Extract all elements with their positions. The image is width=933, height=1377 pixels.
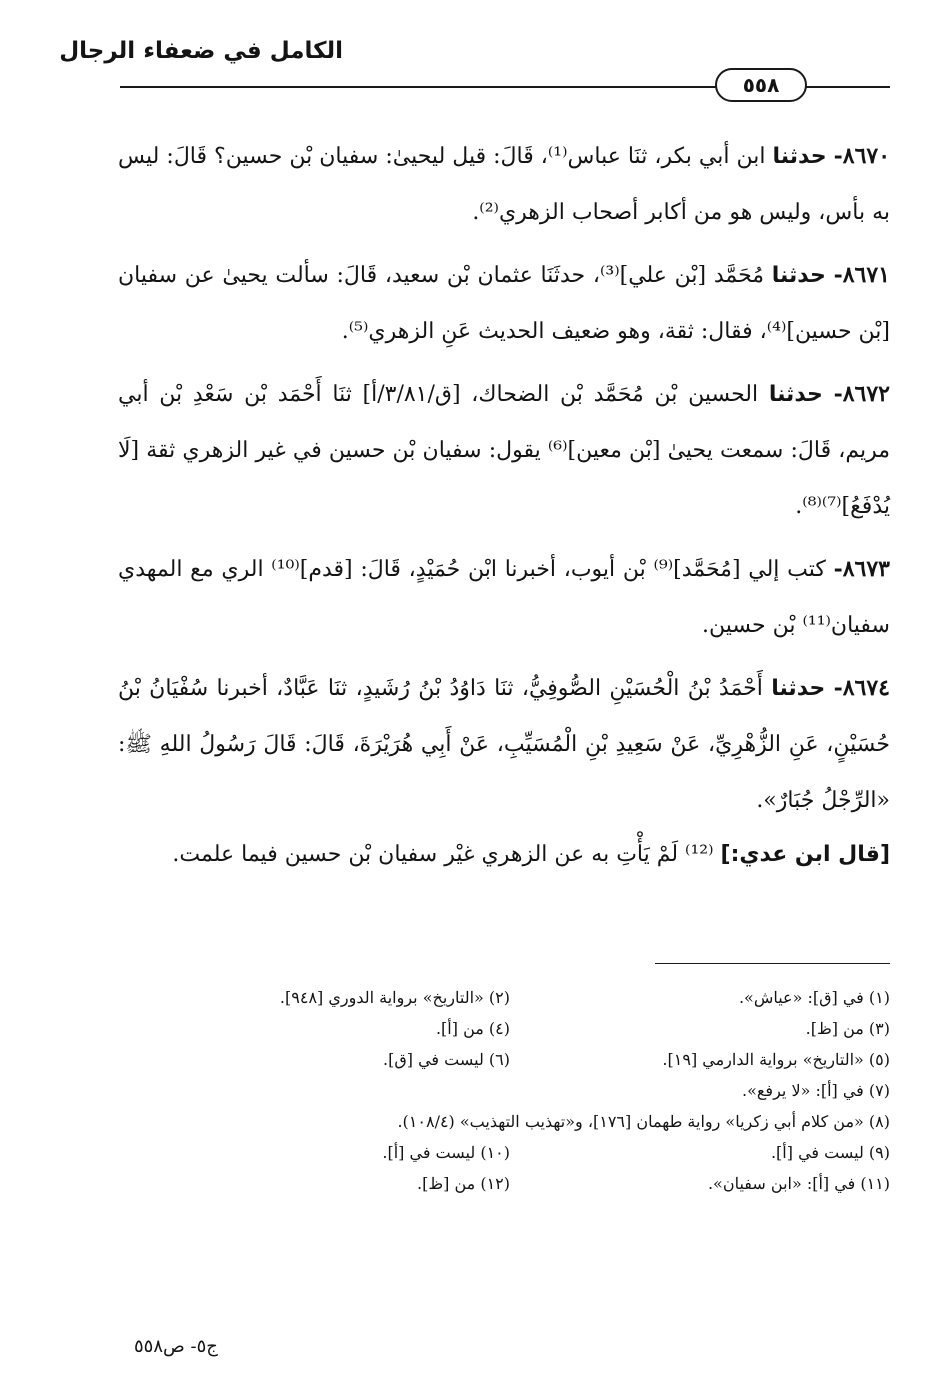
closing-text: ⁽¹²⁾ لَمْ يَأْتِ به عن الزهري غيْر سفيان بْن حسين فيما علمت. <box>172 842 714 867</box>
footnote-12: (١٢) من [ظ]. <box>417 1174 510 1193</box>
entry-keyword: حدثنا <box>771 676 826 701</box>
entry-number: ٨٦٧٠- <box>833 143 891 169</box>
entry-text: الحسين بْن مُحَمَّد بْن الضحاك، [ق/٣/٨١/أ] ثنَا أَحْمَد بْن سَعْدِ بْن أبي مريم، قَالَ: سمعت يحيىٰ [بْن معين]⁽⁶⁾ يقول: سفيان بْن حسين في غير الزهري ثقة [لَا يُدْفَعُ]⁽⁷⁾⁽⁸⁾. <box>118 382 891 519</box>
footnote-6: (٦) ليست في [ق]. <box>383 1050 510 1069</box>
entry-text: كتب إلي [مُحَمَّد]⁽⁹⁾ بْن أيوب، أخبرنا ابْن حُمَيْدٍ، قَالَ: [قدم]⁽¹⁰⁾ الري مع المهدي سفيان⁽¹¹⁾ بْن حسين. <box>118 557 890 638</box>
page-number: ٥٥٨ <box>742 73 780 97</box>
footnote-3: (٣) من [ظ]. <box>805 1019 890 1038</box>
footnote-2: (٢) «التاريخ» برواية الدوري [٩٤٨]. <box>279 988 510 1007</box>
footnote-row <box>200 1137 890 1168</box>
page-number-badge <box>715 68 807 102</box>
footnote-separator <box>655 963 890 964</box>
footnote-row <box>200 1075 890 1106</box>
entry-8673 <box>118 541 890 654</box>
footnote-row <box>200 982 890 1013</box>
closing-label: [قال ابن عدي:] <box>720 842 890 867</box>
footnote-row <box>200 1044 890 1075</box>
entry-8672 <box>118 366 890 535</box>
footnote-10: (١٠) ليست في [أ]. <box>382 1143 510 1162</box>
main-text <box>118 128 890 881</box>
footnote-1: (١) في [ق]: «عياش». <box>738 988 890 1007</box>
entry-number: ٨٦٧٢- <box>833 381 890 407</box>
footnote-9: (٩) ليست في [أ]. <box>770 1143 890 1162</box>
entry-8671 <box>118 247 890 360</box>
entry-text: مُحَمَّد [بْن علي]⁽³⁾، حدثَنَا عثمان بْن سعيد، قَالَ: سألت يحيىٰ عن سفيان [بْن حسين]⁽⁴⁾، فقال: ثقة، وهو ضعيف الحديث عَنِ الزهري⁽⁵⁾. <box>118 263 890 344</box>
entry-text: أَحْمَدُ بْنُ الْحُسَيْنِ الصُّوفِيُّ، ثنَا دَاوُدُ بْنُ رُشَيدٍ، ثنَا عَبَّادٌ، أخبرنا سُفْيَانُ بْنُ حُسَيْنٍ، عَنِ الزُّهْرِيِّ، عَنْ سَعِيدِ بْنِ الْمُسَيِّبِ، عَنْ أَبِي هُرَيْرَةَ، قَالَ: قَالَ رَسُولُ اللهِ ﷺ: «الرِّجْلُ جُبَارٌ». <box>118 676 890 813</box>
footnote-row <box>200 1168 890 1199</box>
entry-keyword: حدثنا <box>771 263 826 288</box>
footnote-7: (٧) في [أ]: «لا يرفع». <box>742 1081 890 1100</box>
entry-8674 <box>118 660 890 829</box>
book-title: الكامل في ضعفاء الرجال <box>59 38 343 64</box>
closing-statement <box>118 835 890 875</box>
footnote-11: (١١) في [أ]: «ابن سفيان». <box>707 1174 890 1193</box>
entry-text: ابن أبي بكر، ثنَا عباس⁽¹⁾، قَالَ: قيل ليحيىٰ: سفيان بْن حسين؟ قَالَ: ليس به بأس، وليس هو من أكابر أصحاب الزهري⁽²⁾. <box>118 144 890 225</box>
footnote-4: (٤) من [أ]. <box>435 1019 510 1038</box>
entry-8670 <box>118 128 890 241</box>
footnote-8: (٨) «من كلام أبي زكريا» رواية طهمان [١٧٦]، و«تهذيب التهذيب» (١٠٨/٤). <box>397 1112 890 1131</box>
footnotes <box>200 982 890 1199</box>
footnote-5: (٥) «التاريخ» برواية الدارمي [١٩]. <box>662 1050 890 1069</box>
footnote-row <box>200 1013 890 1044</box>
entry-number: ٨٦٧٤- <box>833 675 890 701</box>
entry-keyword: حدثنا <box>772 144 827 169</box>
entry-number: ٨٦٧١- <box>833 262 890 288</box>
entry-keyword: حدثنا <box>768 382 823 407</box>
footnote-row <box>200 1106 890 1137</box>
volume-page-reference: ج٥- ص٥٥٨ <box>134 1336 218 1357</box>
entry-number: ٨٦٧٣- <box>833 556 890 582</box>
